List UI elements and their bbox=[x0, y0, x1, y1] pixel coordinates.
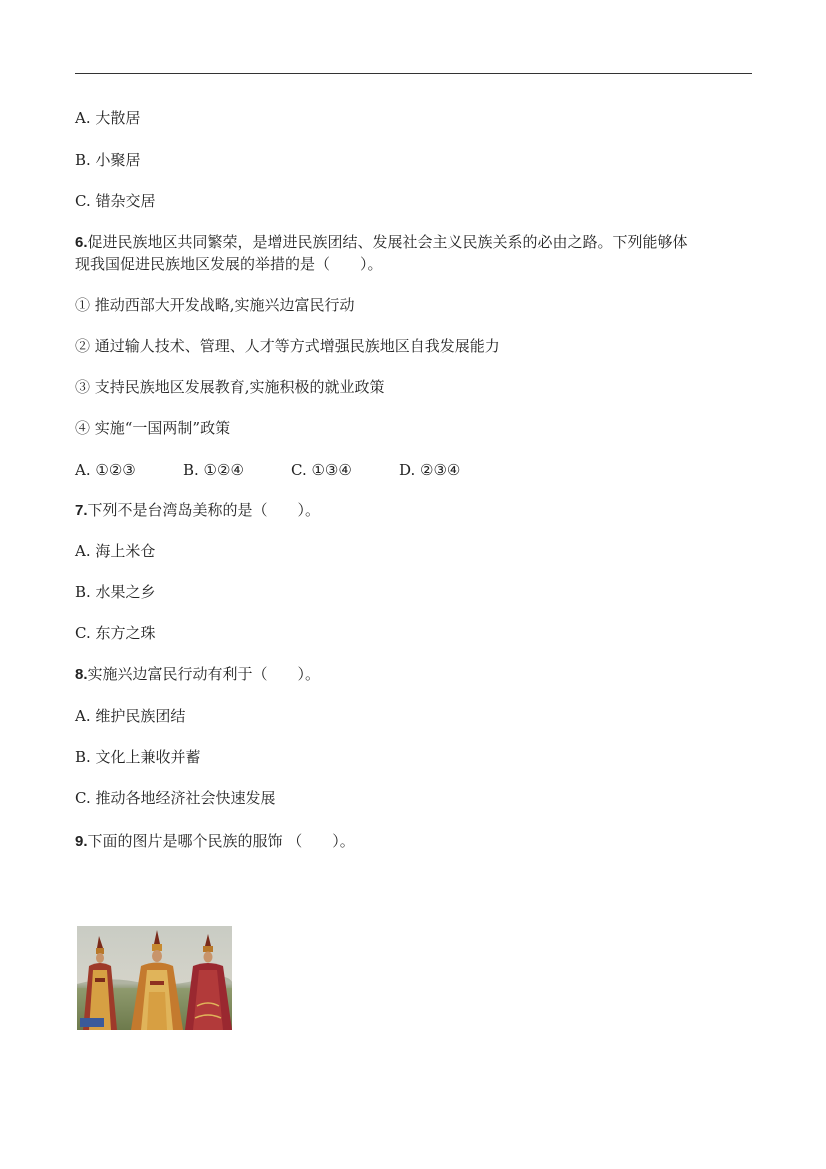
q7-stem bbox=[75, 500, 320, 521]
q7-number: 7. bbox=[75, 502, 88, 519]
q8-stem-text: 实施兴边富民行动有利于（ ）。 bbox=[87, 665, 321, 683]
q6-stem-line2: 现我国促进民族地区发展的举措的是（ ）。 bbox=[75, 255, 383, 273]
q6-option-d[interactable]: D. ②③④ bbox=[399, 461, 461, 479]
q8-number: 8. bbox=[75, 666, 88, 683]
q6-statement-4: ④ 实施“一国两制”政策 bbox=[75, 419, 231, 437]
q7-option-c[interactable]: C. 东方之珠 bbox=[75, 624, 156, 642]
q8-stem bbox=[75, 664, 320, 685]
q6-statement-1: ① 推动西部大开发战略,实施兴边富民行动 bbox=[75, 296, 355, 314]
q6-statement-3: ③ 支持民族地区发展教育,实施积极的就业政策 bbox=[75, 378, 385, 396]
q7-option-b[interactable]: B. 水果之乡 bbox=[75, 583, 156, 601]
photo-watermark-logo bbox=[80, 1018, 104, 1027]
q8-option-a[interactable]: A. 维护民族团结 bbox=[75, 707, 186, 725]
costume-photo bbox=[77, 926, 232, 1030]
q6-option-a[interactable]: A. ①②③ bbox=[75, 461, 136, 479]
q6-stem-text1: 促进民族地区共同繁荣，是增进民族团结、发展社会主义民族关系的必由之路。下列能够体 bbox=[87, 233, 688, 251]
q8-option-b[interactable]: B. 文化上兼收并蓄 bbox=[75, 748, 201, 766]
q8-option-c[interactable]: C. 推动各地经济社会快速发展 bbox=[75, 789, 276, 807]
q9-stem bbox=[75, 831, 355, 852]
q6-option-b[interactable]: B. ①②④ bbox=[183, 461, 244, 479]
q5-option-a[interactable]: A. 大散居 bbox=[75, 109, 141, 127]
q5-option-b[interactable]: B. 小聚居 bbox=[75, 151, 141, 169]
costume-figures-illustration bbox=[77, 926, 232, 1030]
header-rule bbox=[75, 73, 752, 74]
q9-number: 9. bbox=[75, 833, 88, 850]
q6-statement-2: ② 通过输人技术、管理、人才等方式增强民族地区自我发展能力 bbox=[75, 337, 500, 355]
q9-stem-text: 下面的图片是哪个民族的服饰 （ ）。 bbox=[87, 832, 355, 850]
q6-number: 6. bbox=[75, 234, 88, 251]
q5-option-c[interactable]: C. 错杂交居 bbox=[75, 192, 156, 210]
q7-stem-text: 下列不是台湾岛美称的是（ ）。 bbox=[87, 501, 321, 519]
q7-option-a[interactable]: A. 海上米仓 bbox=[75, 542, 156, 560]
q6-stem-line1 bbox=[75, 232, 688, 253]
q6-option-c[interactable]: C. ①③④ bbox=[291, 461, 352, 479]
